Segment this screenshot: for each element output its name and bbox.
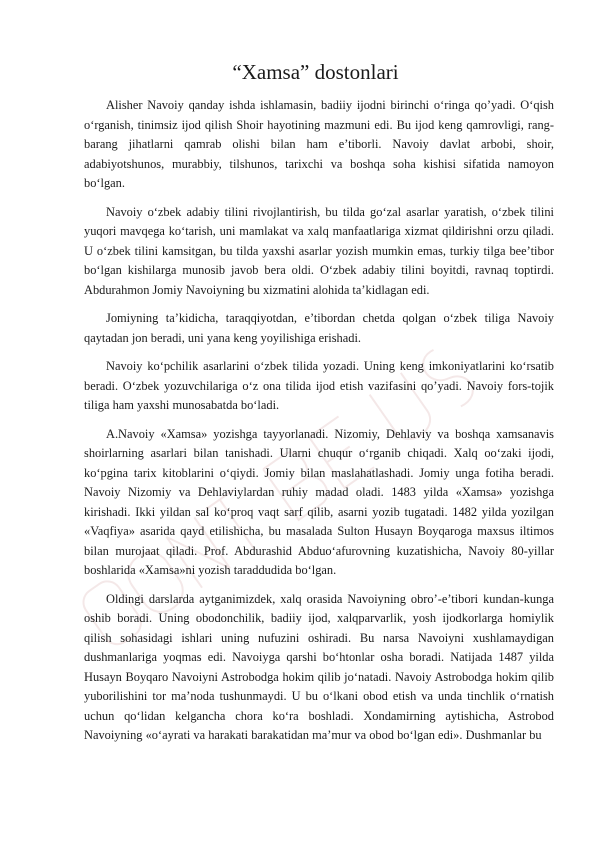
paragraph-5: A.Navoiy «Xamsa» yozishga tayyorlanadi. Nizomiy, Dehlaviy va boshqa xamsanavis shoirlarning asarlari bilan tanishadi. Ularni chuqur o‘rganib chiqadi. Xalq oo‘zaki ijodi, ko‘pgina tarix kitoblarini o‘qiydi. Jomiy bilan maslahatlashadi. Jomiy unga fotiha beradi. Navoiy Nizomiy va Dehlaviylardan ruhiy madad oladi. 1483 yilda «Xamsa» yozishga kirishadi. Ikki yildan sal ko‘proq vaqt sarf qilib, asarni yozib tugatadi. 1482 yilda yozilgan «Vaqfiya» asarida qayd etilishicha, bu masalada Sulton Husayn Boyqaroga maxsus iltimos bilan murojaat qiladi. Prof. Abdurashid Abduo‘afurovning kuzatishicha, Navoiy 80-yillar boshlarida «Xamsa»ni yozish taraddudida bo‘lgan. [84,426,554,577]
paragraph-4: Navoiy ko‘pchilik asarlarini o‘zbek tilida yozadi. Uning keng imkoniyatlarini ko‘rsatib beradi. O‘zbek yozuvchilariga o‘z ona tilida ijod etish vazifasini qo’yadi. Navoiy fors-tojik tiliga ham yaxshi munosabatda bo‘ladi. [84,359,554,412]
paragraph-3: Jomiyning ta’kidicha, taraqqiyotdan, e’tibordan chetda qolgan o‘zbek tiliga Navoiy qaytadan jon beradi, uni yana keng yoyilishiga erishadi. [84,311,554,345]
page-title: “Xamsa” dostonlari [232,60,399,84]
paragraph-1: Alisher Navoiy qanday ishda ishlamasin, badiiy ijodni birinchi o‘ringa qo’yadi. O‘qish o‘rganish, tinimsiz ijod qilish Shoir hayotining mazmuni edi. Bu ijod keng qamrovligi, rang-barang jihatlarni qamrab olishi bilan ham e’tiborli. Navoiy davlat arbobi, shoir, adabiyotshunos, murabbiy, tilshunos, tarixchi va boshqa soha kishisi sifatida namoyon bo‘lgan. [84,98,554,190]
document-body [84,96,554,755]
paragraph-6: Oldingi darslarda aytganimizdek, xalq orasida Navoiyning obro’-e’tibori kundan-kunga oshib boradi. Uning obodonchilik, badiiy ijod, xalqparvarlik, yosh ijodkorlarga homiylik qilish sohasidagi ishlari uning nufuzini oshiradi. Bu narsa Navoiyni xushlamaydigan dushmanlariga yoqmas edi. Navoiyga qarshi bo‘htonlar osha boradi. Natijada 1487 yilda Husayn Boyqaro Navoiyni Astrobodga hokim qilib jo‘natadi. Navoiy Astrobodga hokim qilib yuborilishini tor ma’noda tushunmaydi. U bu o‘lkani obod etish va unda tinchlik o‘rnatish uchun qo‘lidan kelgancha chora ko‘ra boshladi. Xondamirning aytishicha, Astrobod Navoiyning «o‘ayrati va harakati barakatidan ma’mur va obod bo‘lgan edi». Dushmanlar bu [84,591,554,742]
paragraph-2: Navoiy o‘zbek adabiy tilini rivojlantirish, bu tilda go‘zal asarlar yaratish, o‘zbek tilini yuqori mavqega ko‘tarish, uni mamlakat va xalq manfaatlariga xizmat qildirishni orzu qiladi. U o‘zbek tilini kamsitgan, bu tilda yaxshi asarlar yozish mumkin emas, turkiy tilga bee’tibor bo‘lgan kishilarga munosib javob bera oldi. O‘zbek adabiy tilini boyitdi, ravnaq toptirdi. Abdurahmon Jomiy Navoiyning bu xizmatini alohida ta’kidlagan edi. [84,204,554,297]
